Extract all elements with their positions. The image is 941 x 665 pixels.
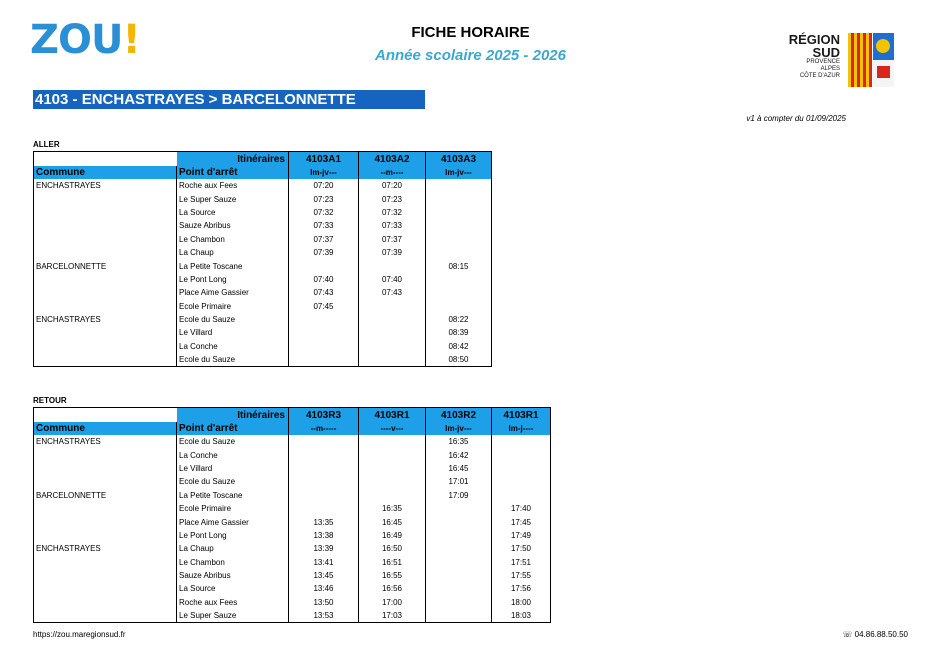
stop-cell: Ecole Primaire <box>177 300 289 313</box>
time-cell <box>359 259 426 272</box>
aller-code: 4103A3 <box>426 152 492 167</box>
aller-row <box>34 340 492 353</box>
commune-cell <box>34 326 177 339</box>
time-cell <box>359 462 426 475</box>
commune-cell <box>34 286 177 299</box>
aller-arret-header: Point d'arrêt <box>177 166 289 179</box>
time-cell <box>289 475 359 488</box>
stop-cell: Le Super Sauze <box>177 192 289 205</box>
stop-cell: Ecole du Sauze <box>177 353 289 367</box>
retour-row <box>34 502 551 515</box>
retour-row <box>34 569 551 582</box>
time-cell: 07:40 <box>289 273 359 286</box>
aller-code: 4103A2 <box>359 152 426 167</box>
commune-cell <box>34 340 177 353</box>
time-cell: 16:45 <box>359 515 426 528</box>
retour-row <box>34 448 551 461</box>
time-cell: 16:35 <box>359 502 426 515</box>
time-cell <box>289 326 359 339</box>
time-cell: 07:45 <box>289 300 359 313</box>
retour-days: ----v--- <box>359 422 426 435</box>
retour-days: lm-jv--- <box>426 422 492 435</box>
commune-cell <box>34 569 177 582</box>
commune-cell <box>34 582 177 595</box>
footer-phone: ☏ 04.86.88.50.50 <box>842 630 908 639</box>
time-cell <box>426 529 492 542</box>
time-cell <box>359 313 426 326</box>
time-cell <box>289 313 359 326</box>
time-cell: 17:40 <box>492 502 551 515</box>
region-line4: ALPES <box>820 66 840 72</box>
time-cell: 16:55 <box>359 569 426 582</box>
stop-cell: La Source <box>177 206 289 219</box>
aller-row <box>34 326 492 339</box>
commune-cell <box>34 192 177 205</box>
time-cell <box>492 435 551 448</box>
commune-cell: ENCHASTRAYES <box>34 542 177 555</box>
zou-logo-bang: ! <box>122 17 140 63</box>
time-cell <box>289 502 359 515</box>
region-line1: RÉGION <box>788 32 840 47</box>
retour-arret-header: Point d'arrêt <box>177 422 289 435</box>
aller-timetable <box>33 151 492 367</box>
aller-blank <box>34 152 177 167</box>
time-cell: 07:40 <box>359 273 426 286</box>
time-cell: 13:50 <box>289 596 359 609</box>
time-cell: 08:22 <box>426 313 492 326</box>
commune-cell <box>34 556 177 569</box>
time-cell: 16:50 <box>359 542 426 555</box>
time-cell <box>359 353 426 367</box>
commune-cell <box>34 515 177 528</box>
retour-row <box>34 529 551 542</box>
retour-row <box>34 609 551 623</box>
retour-label: RETOUR <box>33 396 67 405</box>
commune-cell <box>34 300 177 313</box>
aller-row <box>34 233 492 246</box>
commune-cell: BARCELONNETTE <box>34 259 177 272</box>
aller-label: ALLER <box>33 140 60 149</box>
time-cell: 13:41 <box>289 556 359 569</box>
commune-cell <box>34 529 177 542</box>
time-cell: 08:50 <box>426 353 492 367</box>
time-cell <box>426 569 492 582</box>
time-cell <box>426 286 492 299</box>
stop-cell: La Chaup <box>177 246 289 259</box>
time-cell: 18:00 <box>492 596 551 609</box>
stop-cell: Sauze Abribus <box>177 219 289 232</box>
time-cell: 16:35 <box>426 435 492 448</box>
time-cell: 16:42 <box>426 448 492 461</box>
aller-row <box>34 246 492 259</box>
time-cell <box>426 556 492 569</box>
retour-itin-label: Itinéraires <box>177 408 289 423</box>
time-cell: 17:55 <box>492 569 551 582</box>
time-cell <box>426 246 492 259</box>
stop-cell: Roche aux Fees <box>177 179 289 192</box>
retour-code: 4103R1 <box>492 408 551 423</box>
commune-cell <box>34 233 177 246</box>
time-cell <box>426 502 492 515</box>
time-cell: 08:15 <box>426 259 492 272</box>
aller-row <box>34 300 492 313</box>
time-cell <box>492 489 551 502</box>
region-line3: PROVENCE <box>806 59 840 65</box>
time-cell: 07:37 <box>289 233 359 246</box>
time-cell <box>426 542 492 555</box>
time-cell <box>426 300 492 313</box>
time-cell: 17:00 <box>359 596 426 609</box>
stop-cell: La Conche <box>177 448 289 461</box>
stop-cell: Place Aime Gassier <box>177 515 289 528</box>
stop-cell: Le Chambon <box>177 233 289 246</box>
retour-row <box>34 475 551 488</box>
time-cell <box>289 448 359 461</box>
time-cell: 17:51 <box>492 556 551 569</box>
time-cell <box>426 206 492 219</box>
retour-row <box>34 435 551 448</box>
time-cell <box>359 326 426 339</box>
stop-cell: Ecole du Sauze <box>177 435 289 448</box>
page-subtitle: Année scolaire 2025 - 2026 <box>375 47 566 64</box>
stop-cell: Roche aux Fees <box>177 596 289 609</box>
region-sud-logo-text <box>760 33 840 80</box>
version-note: v1 à compter du 01/09/2025 <box>746 114 846 123</box>
commune-cell <box>34 206 177 219</box>
time-cell <box>289 340 359 353</box>
time-cell <box>426 273 492 286</box>
commune-cell <box>34 448 177 461</box>
time-cell <box>426 192 492 205</box>
time-cell: 07:43 <box>289 286 359 299</box>
retour-commune-header: Commune <box>34 422 177 435</box>
time-cell <box>359 489 426 502</box>
retour-code: 4103R1 <box>359 408 426 423</box>
retour-row <box>34 596 551 609</box>
time-cell: 13:38 <box>289 529 359 542</box>
time-cell <box>359 340 426 353</box>
time-cell: 17:01 <box>426 475 492 488</box>
time-cell: 07:33 <box>359 219 426 232</box>
commune-cell <box>34 596 177 609</box>
stop-cell: Le Pont Long <box>177 529 289 542</box>
time-cell: 17:09 <box>426 489 492 502</box>
aller-days: --m---- <box>359 166 426 179</box>
time-cell <box>492 475 551 488</box>
stop-cell: Le Pont Long <box>177 273 289 286</box>
stop-cell: Le Villard <box>177 326 289 339</box>
time-cell <box>359 435 426 448</box>
commune-cell: ENCHASTRAYES <box>34 435 177 448</box>
time-cell: 17:45 <box>492 515 551 528</box>
commune-cell <box>34 475 177 488</box>
time-cell <box>359 300 426 313</box>
commune-cell: ENCHASTRAYES <box>34 179 177 192</box>
aller-row <box>34 286 492 299</box>
region-line2: SUD <box>812 45 840 60</box>
time-cell: 07:23 <box>289 192 359 205</box>
time-cell <box>289 489 359 502</box>
commune-cell: ENCHASTRAYES <box>34 313 177 326</box>
time-cell: 07:32 <box>289 206 359 219</box>
time-cell: 17:49 <box>492 529 551 542</box>
retour-code: 4103R2 <box>426 408 492 423</box>
time-cell <box>426 515 492 528</box>
time-cell <box>492 448 551 461</box>
time-cell <box>426 219 492 232</box>
time-cell <box>492 462 551 475</box>
retour-row <box>34 542 551 555</box>
region-line5: CÔTE D'AZUR <box>799 73 840 79</box>
stop-cell: Le Super Sauze <box>177 609 289 623</box>
stop-cell: Le Villard <box>177 462 289 475</box>
time-cell: 16:45 <box>426 462 492 475</box>
retour-timetable <box>33 407 551 623</box>
retour-row <box>34 462 551 475</box>
time-cell: 07:43 <box>359 286 426 299</box>
commune-cell <box>34 353 177 367</box>
aller-days: lm-jv--- <box>289 166 359 179</box>
time-cell: 08:39 <box>426 326 492 339</box>
retour-blank <box>34 408 177 423</box>
commune-cell <box>34 609 177 623</box>
time-cell <box>359 475 426 488</box>
time-cell <box>426 596 492 609</box>
commune-cell <box>34 462 177 475</box>
stop-cell: Place Aime Gassier <box>177 286 289 299</box>
time-cell <box>289 462 359 475</box>
time-cell <box>426 179 492 192</box>
time-cell: 13:39 <box>289 542 359 555</box>
zou-logo-text: ZOU <box>30 17 123 63</box>
retour-days: --m----- <box>289 422 359 435</box>
time-cell <box>289 259 359 272</box>
aller-commune-header: Commune <box>34 166 177 179</box>
aller-row <box>34 273 492 286</box>
time-cell: 13:45 <box>289 569 359 582</box>
time-cell: 07:39 <box>289 246 359 259</box>
retour-row <box>34 489 551 502</box>
stop-cell: Ecole du Sauze <box>177 475 289 488</box>
aller-row <box>34 206 492 219</box>
region-sud-flag-icon <box>846 33 894 87</box>
time-cell: 16:56 <box>359 582 426 595</box>
aller-itin-label: Itinéraires <box>177 152 289 167</box>
retour-row <box>34 515 551 528</box>
stop-cell: Sauze Abribus <box>177 569 289 582</box>
commune-cell: BARCELONNETTE <box>34 489 177 502</box>
stop-cell: La Chaup <box>177 542 289 555</box>
time-cell <box>426 609 492 623</box>
time-cell: 07:37 <box>359 233 426 246</box>
retour-days: lm-j---- <box>492 422 551 435</box>
time-cell: 13:35 <box>289 515 359 528</box>
route-banner: 4103 - ENCHASTRAYES > BARCELONNETTE <box>33 90 425 109</box>
retour-code: 4103R3 <box>289 408 359 423</box>
time-cell <box>426 582 492 595</box>
time-cell <box>289 435 359 448</box>
time-cell: 16:51 <box>359 556 426 569</box>
time-cell: 07:20 <box>359 179 426 192</box>
stop-cell: Ecole du Sauze <box>177 313 289 326</box>
time-cell: 18:03 <box>492 609 551 623</box>
page-title: FICHE HORAIRE <box>411 24 530 41</box>
aller-days: lm-jv--- <box>426 166 492 179</box>
retour-row <box>34 556 551 569</box>
retour-row <box>34 582 551 595</box>
time-cell <box>359 448 426 461</box>
stop-cell: La Petite Toscane <box>177 259 289 272</box>
stop-cell: La Conche <box>177 340 289 353</box>
stop-cell: La Source <box>177 582 289 595</box>
aller-row <box>34 353 492 367</box>
time-cell: 16:49 <box>359 529 426 542</box>
time-cell <box>289 353 359 367</box>
time-cell: 17:50 <box>492 542 551 555</box>
commune-cell <box>34 246 177 259</box>
time-cell: 17:56 <box>492 582 551 595</box>
commune-cell <box>34 273 177 286</box>
stop-cell: Le Chambon <box>177 556 289 569</box>
aller-row <box>34 259 492 272</box>
footer-url[interactable]: https://zou.maregionsud.fr <box>33 630 126 639</box>
commune-cell <box>34 502 177 515</box>
time-cell: 07:32 <box>359 206 426 219</box>
time-cell: 07:23 <box>359 192 426 205</box>
time-cell: 07:39 <box>359 246 426 259</box>
aller-row <box>34 313 492 326</box>
aller-code: 4103A1 <box>289 152 359 167</box>
stop-cell: La Petite Toscane <box>177 489 289 502</box>
time-cell: 17:03 <box>359 609 426 623</box>
time-cell: 07:33 <box>289 219 359 232</box>
commune-cell <box>34 219 177 232</box>
time-cell: 07:20 <box>289 179 359 192</box>
aller-row <box>34 179 492 192</box>
aller-row <box>34 219 492 232</box>
time-cell <box>426 233 492 246</box>
time-cell: 08:42 <box>426 340 492 353</box>
aller-row <box>34 192 492 205</box>
stop-cell: Ecole Primaire <box>177 502 289 515</box>
time-cell: 13:46 <box>289 582 359 595</box>
time-cell: 13:53 <box>289 609 359 623</box>
